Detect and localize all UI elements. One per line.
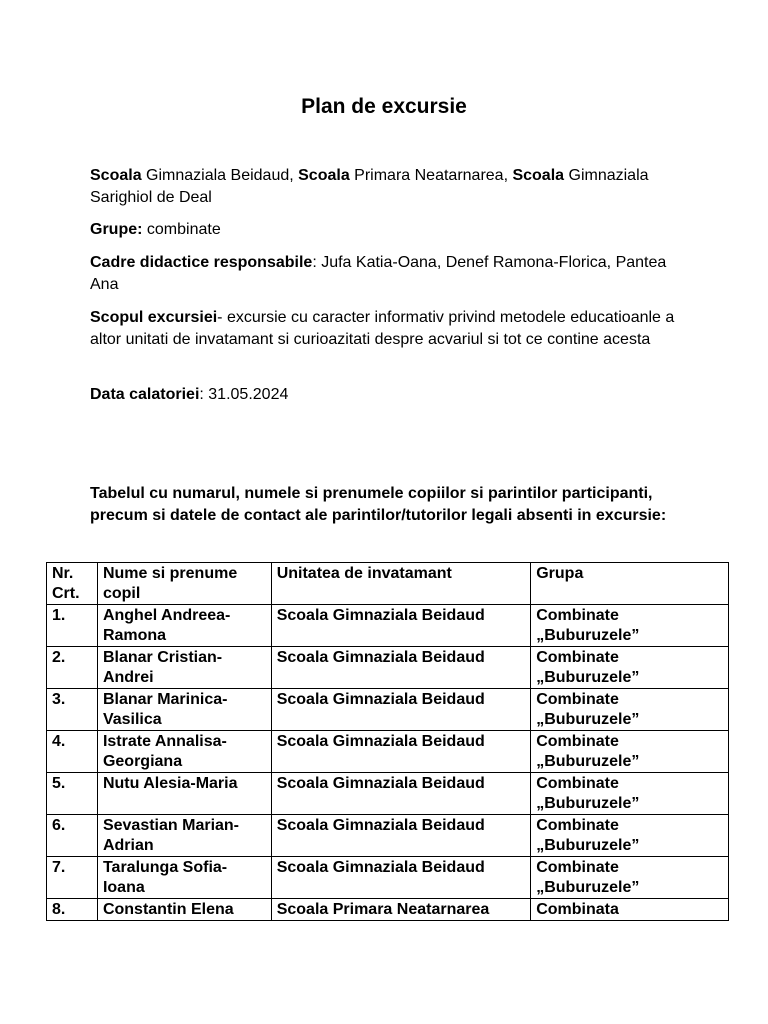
- cell-school: Scoala Gimnaziala Beidaud: [271, 689, 531, 731]
- table-row: [47, 899, 729, 921]
- table-row: [47, 857, 729, 899]
- travel-date-paragraph: [90, 384, 680, 406]
- cell-school: Scoala Gimnaziala Beidaud: [271, 773, 531, 815]
- groups-label: Grupe:: [90, 221, 143, 238]
- cell-group: Combinata: [531, 899, 729, 921]
- cell-school: Scoala Gimnaziala Beidaud: [271, 605, 531, 647]
- document-title: Plan de excursie: [301, 95, 467, 118]
- table-header-row: [47, 563, 729, 605]
- table-row: [47, 773, 729, 815]
- cell-school: Scoala Gimnaziala Beidaud: [271, 815, 531, 857]
- table-row: [47, 731, 729, 773]
- school-label-3: Scoala: [512, 167, 565, 184]
- cell-name: Blanar Cristian-Andrei: [97, 647, 271, 689]
- cell-school: Scoala Gimnaziala Beidaud: [271, 647, 531, 689]
- cell-group: Combinate „Buburuzele”: [531, 773, 729, 815]
- cell-name: Anghel Andreea-Ramona: [97, 605, 271, 647]
- table-row: [47, 605, 729, 647]
- cell-nr: 3.: [47, 689, 98, 731]
- travel-date-label: Data calatoriei: [90, 386, 200, 403]
- cell-nr: 4.: [47, 731, 98, 773]
- cell-group: Combinate „Buburuzele”: [531, 689, 729, 731]
- teachers-value: : Jufa Katia-Oana, Denef Ramona-Florica, Pantea Ana: [90, 254, 667, 293]
- cell-school: Scoala Primara Neatarnarea: [271, 899, 531, 921]
- header-nr: Nr. Crt.: [47, 563, 98, 605]
- table-row: [47, 647, 729, 689]
- school-label-1: Scoala: [90, 167, 142, 184]
- cell-nr: 8.: [47, 899, 98, 921]
- schools-paragraph: [90, 165, 680, 209]
- cell-name: Constantin Elena: [97, 899, 271, 921]
- purpose-value: - excursie cu caracter informativ privind metodele educatioanle a altor unitati de invatamant si curioazitati despre acvariul si tot ce contine acesta: [90, 309, 675, 348]
- participants-table: [46, 562, 729, 921]
- table-row: [47, 815, 729, 857]
- school-label-2: Scoala: [298, 167, 350, 184]
- header-group: Grupa: [531, 563, 729, 605]
- cell-group: Combinate „Buburuzele”: [531, 815, 729, 857]
- cell-nr: 1.: [47, 605, 98, 647]
- cell-group: Combinate „Buburuzele”: [531, 605, 729, 647]
- cell-nr: 6.: [47, 815, 98, 857]
- cell-name: Sevastian Marian-Adrian: [97, 815, 271, 857]
- cell-group: Combinate „Buburuzele”: [531, 647, 729, 689]
- groups-value: combinate: [142, 221, 221, 238]
- cell-name: Blanar Marinica-Vasilica: [97, 689, 271, 731]
- cell-group: Combinate „Buburuzele”: [531, 731, 729, 773]
- cell-name: Taralunga Sofia-Ioana: [97, 857, 271, 899]
- school-name-3: Gimnaziala Sarighiol de Deal: [90, 167, 649, 206]
- header-school: Unitatea de invatamant: [271, 563, 531, 605]
- cell-school: Scoala Gimnaziala Beidaud: [271, 731, 531, 773]
- cell-school: Scoala Gimnaziala Beidaud: [271, 857, 531, 899]
- purpose-paragraph: [90, 307, 680, 351]
- cell-group: Combinate „Buburuzele”: [531, 857, 729, 899]
- table-caption: Tabelul cu numarul, numele si prenumele copiilor si parintilor participanti, precum si datele de contact ale parintilor/tutorilor legali absenti in excursie:: [90, 485, 667, 524]
- school-name-1: Gimnaziala Beidaud,: [141, 167, 299, 184]
- school-name-2: Primara Neatarnarea,: [349, 167, 513, 184]
- teachers-label: Cadre didactice responsabile: [90, 254, 313, 271]
- teachers-paragraph: [90, 252, 680, 296]
- cell-name: Istrate Annalisa-Georgiana: [97, 731, 271, 773]
- cell-name: Nutu Alesia-Maria: [97, 773, 271, 815]
- purpose-label: Scopul excursiei: [90, 309, 218, 326]
- cell-nr: 2.: [47, 647, 98, 689]
- groups-paragraph: [90, 219, 680, 241]
- cell-nr: 7.: [47, 857, 98, 899]
- table-row: [47, 689, 729, 731]
- header-name: Nume si prenume copil: [97, 563, 271, 605]
- travel-date-value: : 31.05.2024: [199, 386, 289, 403]
- cell-nr: 5.: [47, 773, 98, 815]
